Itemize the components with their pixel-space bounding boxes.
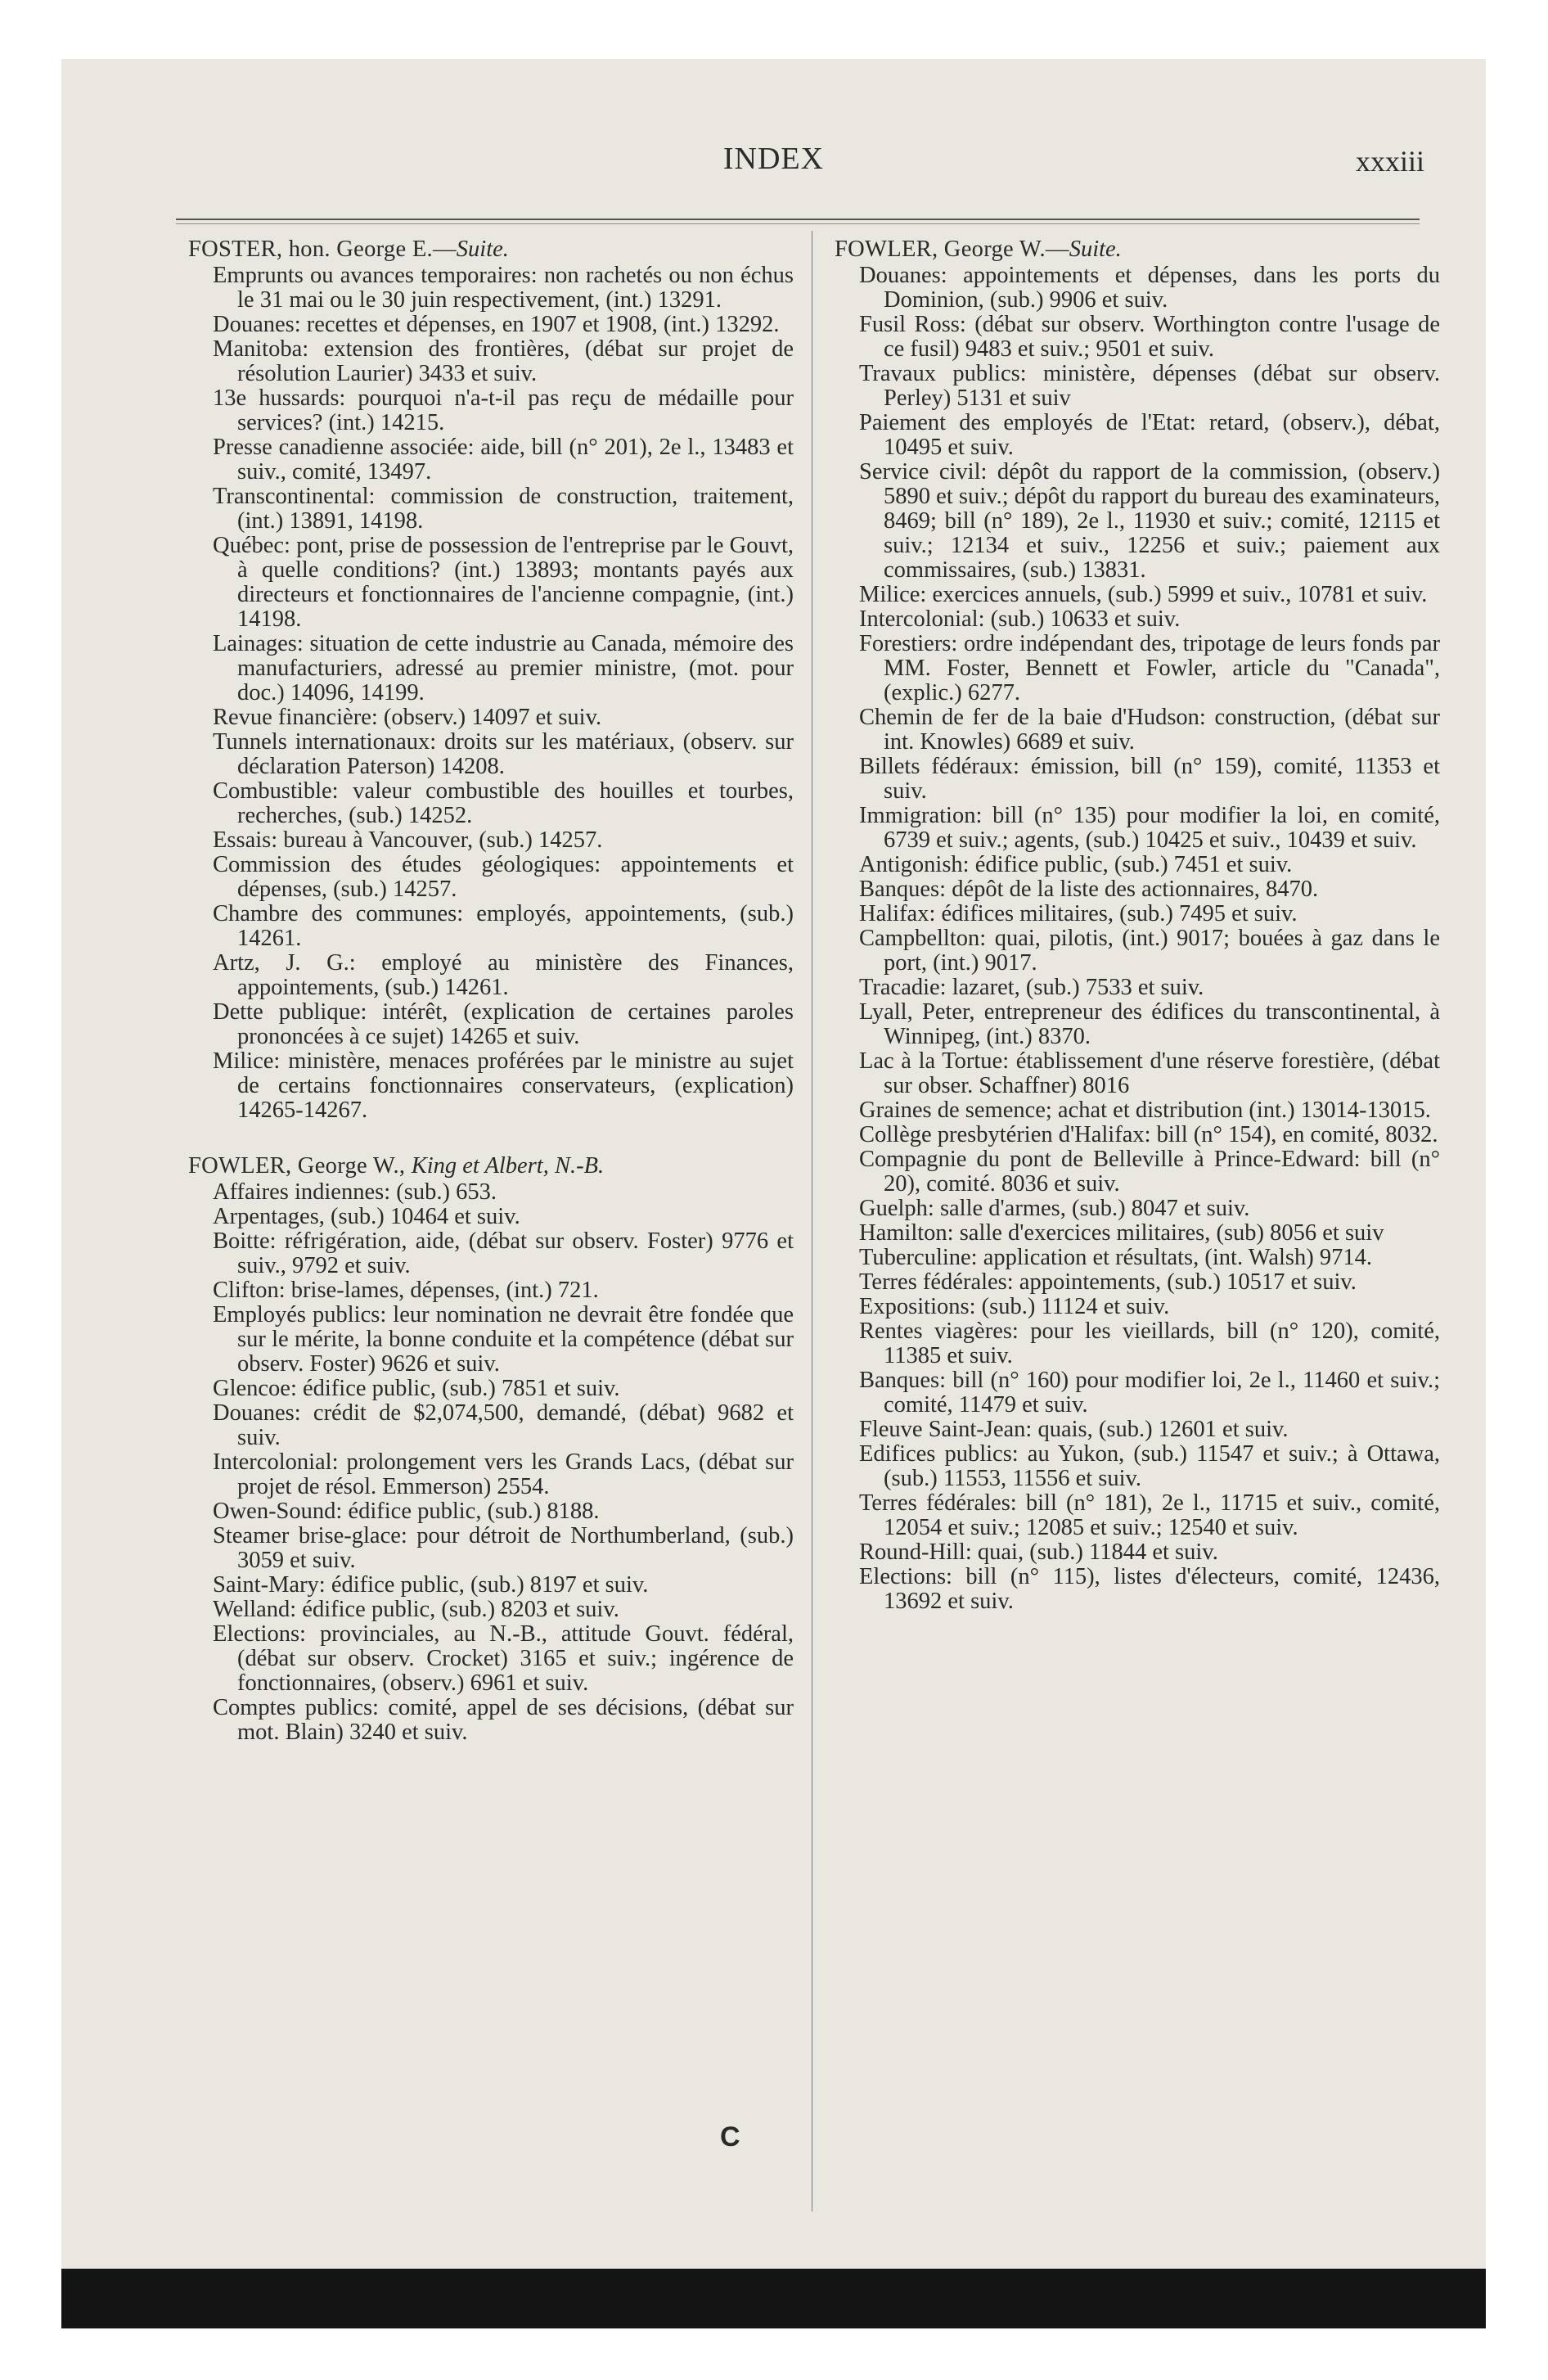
index-entry: Compagnie du pont de Belleville à Prince-Edward: bill (n° 20), comité. 8036 et suiv. [859, 1147, 1440, 1197]
fowler-suite-entries [835, 264, 1440, 1614]
index-entry: Fleuve Saint-Jean: quais, (sub.) 12601 et suiv. [859, 1417, 1289, 1442]
index-entry: Douanes: appointements et dépenses, dans les ports du Dominion, (sub.) 9906 et suiv. [859, 263, 1440, 313]
index-entry: Milice: ministère, menaces proférées par le ministre au sujet de certains fonctionnaires conservateurs, (explication) 14265-14267. [213, 1048, 794, 1123]
index-entry: Expositions: (sub.) 11124 et suiv. [859, 1294, 1170, 1319]
index-entry: Hamilton: salle d'exercices militaires, (sub) 8056 et suiv [859, 1220, 1384, 1246]
running-title: INDEX [722, 142, 825, 176]
index-entry: Artz, J. G.: employé au ministère des Finances, appointements, (sub.) 14261. [213, 950, 794, 1000]
index-entry: Antigonish: édifice public, (sub.) 7451 et suiv. [859, 852, 1293, 877]
index-entry: Terres fédérales: appointements, (sub.) 10517 et suiv. [859, 1269, 1357, 1295]
index-entry: Emprunts ou avances temporaires: non rachetés ou non échus le 31 mai ou le 30 juin respectivement, (int.) 13291. [213, 263, 794, 313]
index-entry: Elections: bill (n° 115), listes d'électeurs, comité, 12436, 13692 et suiv. [859, 1564, 1440, 1614]
index-entry: Tuberculine: application et résultats, (int. Walsh) 9714. [859, 1245, 1372, 1270]
index-entry: Immigration: bill (n° 135) pour modifier la loi, en comité, 6739 et suiv.; agents, (sub.) 10425 et suiv., 10439 et suiv. [859, 803, 1440, 853]
right-column [835, 237, 1440, 1614]
index-heading-foster: FOSTER, hon. George E.—Suite. [188, 237, 509, 262]
index-entry: Halifax: édifices militaires, (sub.) 7495 et suiv. [859, 901, 1298, 926]
index-entry: 13e hussards: pourquoi n'a-t-il pas reçu de médaille pour services? (int.) 14215. [213, 385, 794, 435]
index-entry: Forestiers: ordre indépendant des, tripotage de leurs fonds par MM. Foster, Bennett et Fowler, article du "Canada", (explic.) 6277. [859, 631, 1440, 705]
index-entry: Boitte: réfrigération, aide, (débat sur observ. Foster) 9776 et suiv., 9792 et suiv. [213, 1228, 794, 1278]
index-entry: Billets fédéraux: émission, bill (n° 159), comité, 11353 et suiv. [859, 754, 1440, 804]
index-entry: Commission des études géologiques: appointements et dépenses, (sub.) 14257. [213, 852, 794, 902]
page-header [61, 141, 1486, 190]
left-column [188, 237, 794, 1745]
index-entry: Transcontinental: commission de construction, traitement, (int.) 13891, 14198. [213, 484, 794, 534]
header-rule [176, 219, 1420, 224]
index-entry: Chambre des communes: employés, appointements, (sub.) 14261. [213, 901, 794, 951]
index-entry: Douanes: crédit de $2,074,500, demandé, (débat) 9682 et suiv. [213, 1400, 794, 1450]
index-entry: Edifices publics: au Yukon, (sub.) 11547 et suiv.; à Ottawa, (sub.) 11553, 11556 et suiv. [859, 1441, 1440, 1491]
index-entry: Milice: exercices annuels, (sub.) 5999 et suiv., 10781 et suiv. [859, 582, 1428, 607]
index-entry: Combustible: valeur combustible des houilles et tourbes, recherches, (sub.) 14252. [213, 778, 794, 828]
index-entry: Manitoba: extension des frontières, (débat sur projet de résolution Laurier) 3433 et suiv. [213, 336, 794, 386]
index-entry: Douanes: recettes et dépenses, en 1907 et 1908, (int.) 13292. [213, 312, 780, 337]
index-entry: Tracadie: lazaret, (sub.) 7533 et suiv. [859, 975, 1204, 1000]
foster-entries [188, 264, 794, 1123]
index-entry: Revue financière: (observ.) 14097 et suiv. [213, 705, 602, 730]
index-entry: Banques: dépôt de la liste des actionnaires, 8470. [859, 877, 1319, 902]
index-entry: Service civil: dépôt du rapport de la commission, (observ.) 5890 et suiv.; dépôt du rapport du bureau des examinateurs, 8469; bill (n° 189), 2e l., 11930 et suiv.; comité, 12115 et suiv.; 12134 et suiv., 12256 et suiv.; paiement aux commissaires, (sub.) 13831. [859, 459, 1440, 583]
index-entry: Affaires indiennes: (sub.) 653. [213, 1179, 497, 1205]
index-entry: Travaux publics: ministère, dépenses (débat sur observ. Perley) 5131 et suiv [859, 361, 1440, 411]
index-entry: Welland: édifice public, (sub.) 8203 et suiv. [213, 1597, 619, 1622]
index-entry: Arpentages, (sub.) 10464 et suiv. [213, 1204, 520, 1229]
index-entry: Campbellton: quai, pilotis, (int.) 9017; bouées à gaz dans le port, (int.) 9017. [859, 926, 1440, 976]
index-entry: Collège presbytérien d'Halifax: bill (n° 154), en comité, 8032. [859, 1122, 1438, 1147]
index-entry: Essais: bureau à Vancouver, (sub.) 14257. [213, 827, 603, 853]
page [61, 59, 1486, 2269]
index-entry: Graines de semence; achat et distribution (int.) 13014-13015. [859, 1098, 1431, 1123]
index-entry: Employés publics: leur nomination ne devrait être fondée que sur le mérite, la bonne conduite et la compétence (débat sur observ. Foster) 9626 et suiv. [213, 1302, 794, 1377]
fowler-entries [188, 1180, 794, 1745]
index-entry: Chemin de fer de la baie d'Hudson: construction, (débat sur int. Knowles) 6689 et suiv. [859, 705, 1440, 755]
index-entry: Clifton: brise-lames, dépenses, (int.) 721. [213, 1278, 599, 1303]
index-entry: Rentes viagères: pour les vieillards, bill (n° 120), comité, 11385 et suiv. [859, 1318, 1440, 1368]
index-entry: Québec: pont, prise de possession de l'entreprise par le Gouvt, à quelle conditions? (int.) 13893; montants payés aux directeurs et fonctionnaires de l'ancienne compagnie, (int.) 14198. [213, 533, 794, 632]
index-heading-fowler: FOWLER, George W., King et Albert, N.-B. [188, 1153, 605, 1179]
index-entry: Lyall, Peter, entrepreneur des édifices du transcontinental, à Winnipeg, (int.) 8370. [859, 999, 1440, 1049]
scanned-page-border [61, 59, 1486, 2328]
page-number: xxxiii [1355, 145, 1424, 178]
index-entry: Saint-Mary: édifice public, (sub.) 8197 et suiv. [213, 1572, 649, 1598]
index-entry: Fusil Ross: (débat sur observ. Worthington contre l'usage de ce fusil) 9483 et suiv.; 9501 et suiv. [859, 312, 1440, 362]
index-entry: Comptes publics: comité, appel de ses décisions, (débat sur mot. Blain) 3240 et suiv. [213, 1695, 794, 1745]
index-entry: Owen-Sound: édifice public, (sub.) 8188. [213, 1499, 600, 1524]
index-entry: Lac à la Tortue: établissement d'une réserve forestière, (débat sur obser. Schaffner) 8016 [859, 1048, 1440, 1098]
index-entry: Guelph: salle d'armes, (sub.) 8047 et suiv. [859, 1196, 1250, 1221]
index-entry: Steamer brise-glace: pour détroit de Northumberland, (sub.) 3059 et suiv. [213, 1523, 794, 1573]
index-entry: Paiement des employés de l'Etat: retard, (observ.), débat, 10495 et suiv. [859, 410, 1440, 460]
index-entry: Round-Hill: quai, (sub.) 11844 et suiv. [859, 1539, 1218, 1565]
index-entry: Intercolonial: prolongement vers les Grands Lacs, (débat sur projet de résol. Emmerson) 2554. [213, 1449, 794, 1499]
index-entry: Dette publique: intérêt, (explication de certaines paroles prononcées à ce sujet) 14265 et suiv. [213, 999, 794, 1049]
index-entry: Presse canadienne associée: aide, bill (n° 201), 2e l., 13483 et suiv., comité, 13497. [213, 435, 794, 485]
index-heading-fowler-suite: FOWLER, George W.—Suite. [835, 237, 1122, 262]
signature-mark: C [720, 2121, 740, 2152]
index-entry: Elections: provinciales, au N.-B., attitude Gouvt. fédéral, (débat sur observ. Crocket) 3165 et suiv.; ingérence de fonctionnaires, (observ.) 6961 et suiv. [213, 1621, 794, 1696]
index-entry: Glencoe: édifice public, (sub.) 7851 et suiv. [213, 1376, 620, 1401]
index-entry: Banques: bill (n° 160) pour modifier loi, 2e l., 11460 et suiv.; comité, 11479 et suiv. [859, 1368, 1440, 1418]
index-entry: Terres fédérales: bill (n° 181), 2e l., 11715 et suiv., comité, 12054 et suiv.; 12085 et suiv.; 12540 et suiv. [859, 1490, 1440, 1540]
index-entry: Lainages: situation de cette industrie au Canada, mémoire des manufacturiers, adressé au premier ministre, (mot. pour doc.) 14096, 14199. [213, 631, 794, 705]
index-entry: Intercolonial: (sub.) 10633 et suiv. [859, 606, 1181, 632]
index-entry: Tunnels internationaux: droits sur les matériaux, (observ. sur déclaration Paterson) 14208. [213, 729, 794, 779]
